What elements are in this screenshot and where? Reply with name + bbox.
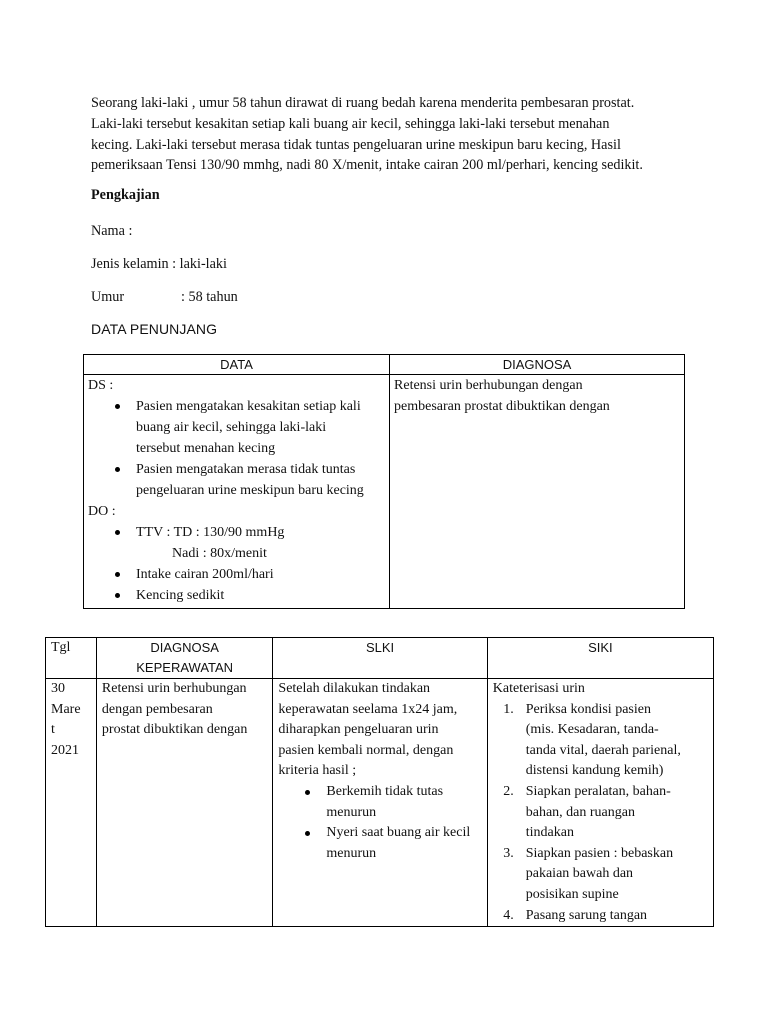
intro-line: Laki-laki tersebut kesakitan setiap kali buang air kecil, sehingga laki-laki tersebut menahan bbox=[91, 115, 610, 132]
header-line: KEPERAWATAN bbox=[136, 660, 234, 675]
field-separator: : bbox=[181, 289, 189, 305]
list-item-line: menurun bbox=[326, 804, 377, 820]
list-item-line: Periksa kondisi pasien bbox=[525, 701, 651, 717]
header-slki: SLKI bbox=[273, 638, 487, 679]
header-diagnosa-keperawatan bbox=[96, 638, 272, 679]
header-line: DIAGNOSA bbox=[150, 640, 219, 655]
intro-line: Seorang laki-laki , umur 58 tahun dirawat di ruang bedah karena menderita pembesaran prostat. bbox=[91, 95, 635, 111]
slki-line: diharapkan pengeluaran urin bbox=[278, 722, 439, 738]
header-diagnosa: DIAGNOSA bbox=[390, 355, 685, 375]
list-item-line: tersebut menahan kecing bbox=[136, 441, 276, 456]
list-item-line: menurun bbox=[326, 845, 377, 861]
list-item bbox=[136, 564, 385, 585]
table-header-row bbox=[84, 355, 685, 375]
data-penunjang-title: DATA PENUNJANG bbox=[91, 321, 218, 337]
asuhan-keperawatan-table bbox=[45, 637, 714, 927]
list-item-line: Siapkan pasien : bebaskan bbox=[525, 845, 674, 861]
diagnosa-line: Retensi urin berhubungan dengan bbox=[394, 378, 583, 393]
slki-line: kriteria hasil ; bbox=[278, 763, 357, 779]
ds-list bbox=[88, 396, 385, 501]
slki-cell bbox=[273, 679, 487, 927]
list-item-line: bahan, dan ruangan bbox=[525, 804, 635, 820]
list-item-line: distensi kandung kemih) bbox=[525, 763, 664, 779]
list-item-line: posisikan supine bbox=[525, 886, 619, 902]
list-item bbox=[503, 700, 708, 782]
siki-steps-list bbox=[493, 700, 708, 927]
list-item-line: Pasang sarung tangan bbox=[525, 907, 648, 923]
slki-line: Setelah dilakukan tindakan bbox=[278, 681, 431, 696]
tgl-line: 2021 bbox=[51, 742, 79, 758]
field-label: Nama bbox=[91, 223, 125, 239]
list-item-line: buang air kecil, sehingga laki-laki bbox=[136, 420, 327, 435]
slki-line: keperawatan seelama 1x24 jam, bbox=[278, 701, 458, 717]
tgl-line: Mare bbox=[51, 701, 81, 717]
diagnosa-keperawatan-cell bbox=[96, 679, 272, 927]
table-row bbox=[46, 679, 714, 927]
header-data: DATA bbox=[84, 355, 390, 375]
table-header-row bbox=[46, 638, 714, 679]
diagnosa-line: dengan pembesaran bbox=[101, 701, 213, 717]
data-penunjang-table bbox=[83, 354, 685, 609]
list-item-line: pakaian bawah dan bbox=[525, 866, 634, 882]
field-umur bbox=[91, 289, 238, 306]
list-item bbox=[503, 782, 708, 844]
list-item-line: Pasien mengatakan kesakitan setiap kali bbox=[136, 399, 361, 414]
list-item-line: Nyeri saat buang air kecil bbox=[326, 825, 471, 841]
list-item-line: Nadi : 80x/menit bbox=[172, 546, 267, 561]
slki-line: pasien kembali normal, dengan bbox=[278, 742, 454, 758]
do-list bbox=[88, 522, 385, 606]
list-item-line: Intake cairan 200ml/hari bbox=[136, 567, 274, 582]
list-item bbox=[326, 823, 481, 864]
field-nama bbox=[91, 223, 132, 240]
section-heading: Pengkajian bbox=[91, 187, 160, 203]
diagnosa-line: pembesaran prostat dibuktikan dengan bbox=[394, 399, 610, 414]
field-value: 58 tahun bbox=[188, 289, 238, 305]
tgl-cell bbox=[46, 679, 97, 927]
field-jenis-kelamin bbox=[91, 256, 227, 273]
header-tgl: Tgl bbox=[46, 638, 97, 679]
list-item bbox=[503, 844, 708, 906]
list-item-line: TTV : TD : 130/90 mmHg bbox=[136, 525, 285, 540]
tgl-line: 30 bbox=[51, 681, 65, 696]
list-number: 3. bbox=[503, 845, 514, 861]
do-label: DO : bbox=[88, 504, 116, 519]
tgl-line: t bbox=[51, 722, 55, 738]
list-item bbox=[503, 906, 708, 927]
list-item-line: pengeluaran urine meskipun baru kecing bbox=[136, 483, 364, 498]
diagnosa-line: Retensi urin berhubungan bbox=[101, 681, 247, 696]
siki-title: Kateterisasi urin bbox=[492, 681, 585, 696]
list-item-line: Berkemih tidak tutas bbox=[326, 783, 444, 799]
intro-line: kecing. Laki-laki tersebut merasa tidak tuntas pengeluaran urine meskipun baru kecing, Hasil bbox=[91, 136, 621, 153]
list-item bbox=[136, 585, 385, 606]
field-separator: : bbox=[168, 256, 180, 272]
slki-criteria-list bbox=[278, 782, 481, 864]
list-item-line: tanda vital, daerah parienal, bbox=[525, 742, 681, 758]
field-label: Jenis kelamin bbox=[91, 256, 169, 272]
diagnosa-cell bbox=[390, 375, 685, 609]
field-value: laki-laki bbox=[179, 256, 227, 272]
list-item-line: tindakan bbox=[525, 825, 574, 841]
list-item bbox=[136, 396, 385, 459]
intro-line: pemeriksaan Tensi 130/90 mmhg, nadi 80 X/menit, intake cairan 200 ml/perhari, kencing sedikit. bbox=[91, 157, 643, 174]
data-cell bbox=[84, 375, 390, 609]
diagnosa-line: prostat dibuktikan dengan bbox=[101, 722, 248, 738]
list-item bbox=[136, 522, 385, 564]
list-number: 4. bbox=[503, 907, 514, 923]
list-number: 2. bbox=[503, 783, 514, 799]
siki-cell bbox=[487, 679, 713, 927]
list-item-line: Pasien mengatakan merasa tidak tuntas bbox=[136, 462, 356, 477]
list-item bbox=[136, 459, 385, 501]
ds-label: DS : bbox=[88, 378, 114, 393]
field-label: Umur bbox=[91, 289, 125, 305]
list-item bbox=[326, 782, 481, 823]
intro-paragraph bbox=[91, 93, 691, 176]
list-item-line: Siapkan peralatan, bahan- bbox=[525, 783, 671, 799]
table-row bbox=[84, 375, 685, 609]
field-separator: : bbox=[124, 223, 133, 239]
header-siki: SIKI bbox=[487, 638, 713, 679]
list-item-line: Kencing sedikit bbox=[136, 588, 225, 603]
list-item-line: (mis. Kesadaran, tanda- bbox=[525, 722, 659, 738]
list-number: 1. bbox=[503, 701, 514, 717]
